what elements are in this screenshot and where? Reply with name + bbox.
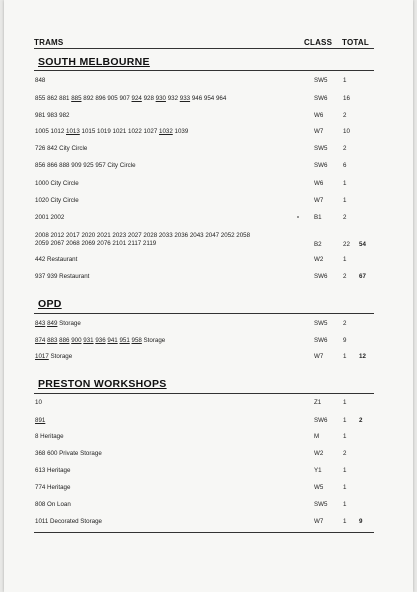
tram-class: SW5 [314, 320, 328, 327]
class-count: 2 [343, 145, 347, 152]
class-count: 1 [343, 77, 347, 84]
tram-text: 896 [95, 95, 106, 102]
tram-numbers [35, 353, 300, 361]
tram-numbers [35, 77, 300, 85]
section-rule [34, 393, 374, 394]
tram-text: 937 [35, 273, 46, 280]
tram-text: 10 [35, 399, 42, 406]
tram-text: Heritage [38, 433, 64, 440]
tram-class: SW6 [314, 337, 328, 344]
class-count: 1 [343, 501, 347, 508]
document-page [4, 0, 413, 592]
class-count: 1 [343, 433, 347, 440]
tram-text: 1022 [128, 128, 142, 135]
section-title: OPD [38, 298, 62, 310]
tram-text: 1019 [97, 128, 111, 135]
tram-text: 1000 [35, 180, 49, 187]
tram-text: 726 [35, 145, 46, 152]
tram-text: Restaurant [45, 256, 78, 263]
tram-number-underlined: 930 [155, 95, 166, 102]
tram-class: W7 [314, 518, 324, 525]
tram-text: 2001 [35, 214, 49, 221]
tram-numbers [35, 256, 300, 264]
group-total: 9 [359, 518, 363, 525]
class-count: 9 [343, 337, 347, 344]
tram-text: 848 [35, 77, 46, 84]
tram-numbers [35, 484, 300, 492]
tram-text: 1005 [35, 128, 49, 135]
tram-text: Decorated Storage [48, 518, 102, 525]
tram-text: 856 [35, 162, 46, 169]
class-count: 1 [343, 467, 347, 474]
tram-numbers [35, 450, 300, 458]
class-count: 1 [343, 197, 347, 204]
tram-class: SW6 [314, 162, 328, 169]
group-total: 2 [359, 417, 363, 424]
tram-text: 8 [35, 433, 39, 440]
tram-text: 1015 [81, 128, 96, 135]
tram-text: 881 [59, 95, 70, 102]
tram-numbers [35, 320, 300, 328]
tram-text: City Circle [57, 145, 88, 152]
class-count: 1 [343, 353, 347, 360]
tram-text: Storage [141, 337, 166, 344]
class-count: 6 [343, 162, 347, 169]
tram-text: City Circle [48, 180, 79, 187]
tram-numbers [35, 214, 300, 222]
tram-number-underlined: 886 [59, 337, 70, 344]
class-count: 1 [343, 256, 347, 263]
tram-class: W2 [314, 256, 324, 263]
class-count: 2 [343, 450, 347, 457]
group-total: 54 [359, 241, 366, 248]
tram-text: 946 [191, 95, 203, 102]
tram-numbers [35, 197, 300, 205]
class-count: 22 [343, 241, 350, 248]
tram-text: 909 [71, 162, 82, 169]
tram-class: SW6 [314, 273, 328, 280]
tram-class: SW5 [314, 77, 328, 84]
tram-number-underlined: 843 [35, 320, 46, 327]
tram-text: 981 [35, 112, 46, 119]
tram-number-underlined: 885 [71, 95, 82, 102]
class-count: 2 [343, 273, 347, 280]
tram-class: W2 [314, 450, 324, 457]
tram-text: 862 [47, 95, 58, 102]
class-count: 1 [343, 180, 347, 187]
tram-text: 982 [59, 112, 70, 119]
tram-number-underlined: 874 [35, 337, 46, 344]
tram-class: W7 [314, 197, 324, 204]
tram-text: 964 [215, 95, 227, 102]
tram-numbers [35, 467, 300, 475]
tram-text: 774 [35, 484, 46, 491]
header-total: TOTAL [342, 38, 369, 47]
tram-class: SW6 [314, 417, 328, 424]
tram-text: 2002 [50, 214, 65, 221]
tram-numbers [35, 273, 300, 281]
tram-class: W6 [314, 180, 324, 187]
tram-number-underlined: 891 [35, 417, 46, 424]
tram-number-underlined: 924 [131, 95, 142, 102]
tram-text: 855 [35, 95, 46, 102]
tram-text: 368 [35, 450, 46, 457]
tram-text: 1021 [112, 128, 127, 135]
tram-numbers [35, 180, 300, 188]
tram-numbers [35, 399, 300, 407]
tram-class: M [314, 433, 320, 440]
tram-number-underlined: 931 [83, 337, 94, 344]
class-count: 2 [343, 320, 347, 327]
tram-text: 928 [143, 95, 154, 102]
tram-text: 1012 [50, 128, 65, 135]
tram-number-underlined: 900 [71, 337, 82, 344]
tram-number-underlined: 933 [179, 95, 191, 102]
tram-text: 842 [47, 145, 58, 152]
tram-number-underlined: 951 [119, 337, 130, 344]
tram-text: 954 [203, 95, 215, 102]
bottom-rule [34, 532, 374, 533]
tram-text: City Circle [105, 162, 136, 169]
tram-text: 932 [167, 95, 179, 102]
group-total: 12 [359, 353, 366, 360]
tram-class: W7 [314, 128, 324, 135]
header-class: CLASS [304, 38, 333, 47]
tram-text: Heritage [45, 467, 71, 474]
tram-class: B1 [314, 214, 322, 221]
stray-mark [297, 216, 299, 218]
tram-text: Private Storage [57, 450, 102, 457]
tram-class: Z1 [314, 399, 322, 406]
tram-number-underlined: 1013 [66, 128, 80, 135]
tram-class: W6 [314, 112, 324, 119]
tram-text: 957 [95, 162, 106, 169]
tram-text: 925 [83, 162, 94, 169]
tram-number-underlined: 941 [107, 337, 118, 344]
tram-number-underlined: 936 [95, 337, 106, 344]
tram-numbers [35, 433, 300, 441]
tram-text: City Circle [48, 197, 79, 204]
tram-numbers [35, 95, 300, 103]
class-count: 1 [343, 484, 347, 491]
tram-text: 2008 2012 2017 2020 2021 2023 2027 2028 2033 2036 2043 2047 2052 2058 [35, 232, 251, 239]
tram-text: 983 [47, 112, 58, 119]
class-count: 2 [343, 112, 347, 119]
tram-number-underlined: 883 [47, 337, 58, 344]
tram-text: 905 [107, 95, 118, 102]
class-count: 16 [343, 95, 350, 102]
class-count: 1 [343, 518, 347, 525]
tram-number-underlined: 1032 [159, 128, 173, 135]
tram-numbers [35, 518, 300, 526]
tram-text: 907 [119, 95, 130, 102]
tram-numbers [35, 162, 300, 170]
tram-text: 1020 [35, 197, 49, 204]
tram-class: Y1 [314, 467, 322, 474]
tram-number-underlined: 849 [47, 320, 58, 327]
section-title: SOUTH MELBOURNE [38, 56, 150, 68]
tram-numbers [35, 501, 300, 509]
tram-text: 866 [47, 162, 58, 169]
tram-text: Heritage [45, 484, 71, 491]
section-rule [34, 313, 374, 314]
tram-text: Restaurant [57, 273, 90, 280]
tram-numbers [35, 417, 300, 425]
class-count: 10 [343, 128, 350, 135]
class-count: 1 [343, 399, 347, 406]
tram-text: 442 [35, 256, 46, 263]
tram-class: B2 [314, 241, 322, 248]
tram-class: W7 [314, 353, 324, 360]
tram-text: 808 [35, 501, 46, 508]
section-rule [34, 70, 374, 71]
header-rule [34, 48, 374, 49]
tram-class: SW6 [314, 95, 328, 102]
class-count: 1 [343, 417, 347, 424]
tram-text: 600 [47, 450, 58, 457]
tram-text: Storage [48, 353, 73, 360]
tram-numbers [35, 232, 300, 248]
tram-text: 1039 [174, 128, 189, 135]
tram-numbers [35, 112, 300, 120]
tram-class: SW5 [314, 145, 328, 152]
tram-text: 892 [83, 95, 94, 102]
tram-number-underlined: 1017 [35, 353, 49, 360]
tram-text: 2059 2067 2068 2069 2076 2101 2117 2119 [35, 240, 157, 247]
tram-number-underlined: 958 [131, 337, 142, 344]
tram-text: 1011 [35, 518, 49, 525]
section-title: PRESTON WORKSHOPS [38, 378, 167, 390]
tram-class: SW5 [314, 501, 328, 508]
group-total: 67 [359, 273, 366, 280]
tram-numbers [35, 128, 300, 136]
tram-text: On Loan [45, 501, 71, 508]
class-count: 2 [343, 214, 347, 221]
tram-numbers [35, 337, 300, 345]
tram-text: 939 [47, 273, 58, 280]
tram-text: 888 [59, 162, 70, 169]
tram-text: 1027 [143, 128, 158, 135]
tram-text: 613 [35, 467, 46, 474]
tram-text: Storage [57, 320, 81, 327]
tram-numbers [35, 145, 300, 153]
header-trams: TRAMS [34, 38, 64, 47]
tram-class: W5 [314, 484, 324, 491]
